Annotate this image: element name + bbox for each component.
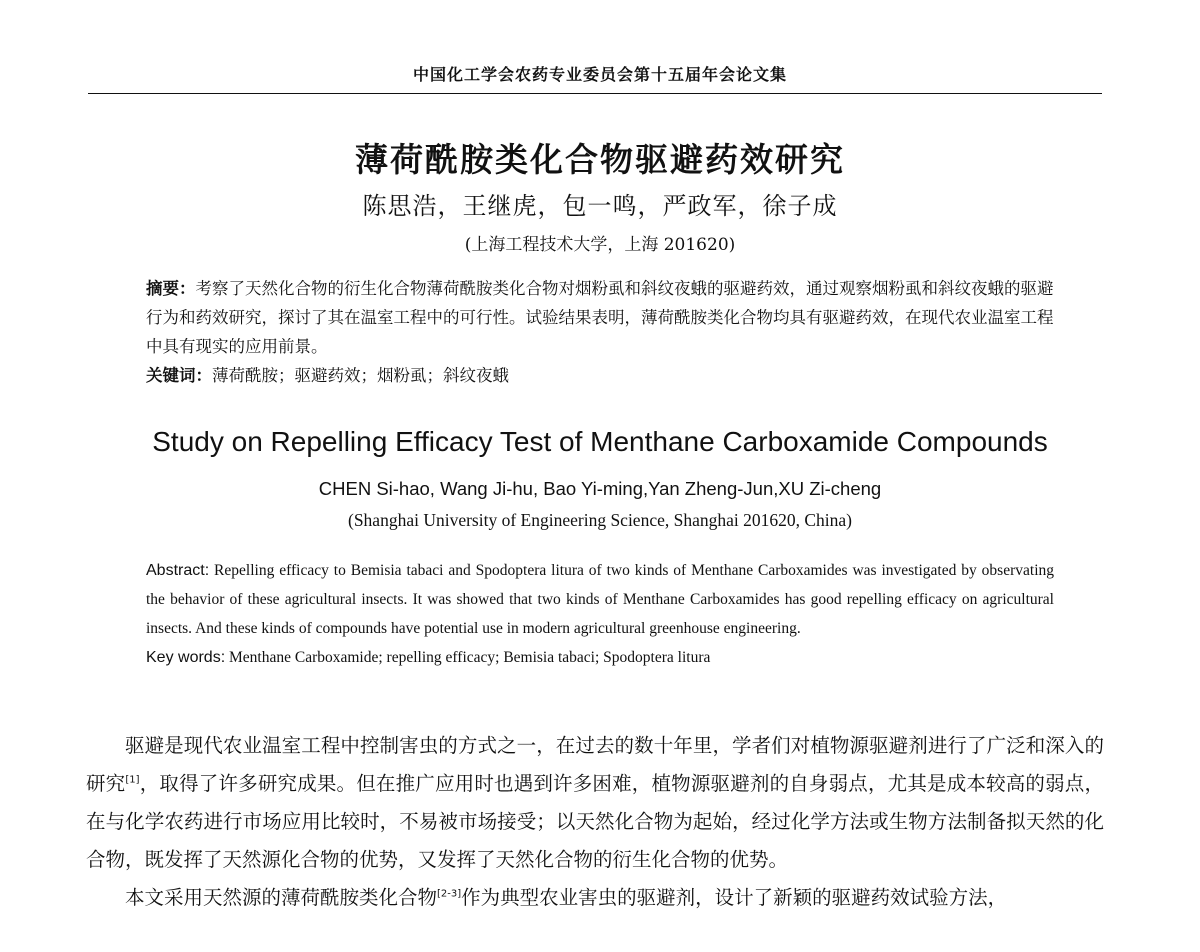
- body-p1-text-a: 驱避是现代农业温室工程中控制害虫的方式之一，在过去的数十年里，学者们对植物源驱避剂进行了广泛和深入的研究: [86, 734, 1104, 795]
- authors-zh: 陈思浩，王继虎，包一鸣，严政军，徐子成: [362, 192, 838, 220]
- abstract-block-en: [146, 556, 1054, 672]
- paper-title-en: Study on Repelling Efficacy Test of Menthane Carboxamide Compounds: [152, 426, 1048, 457]
- keywords-zh-label: 关键词：: [146, 366, 212, 385]
- running-head: 中国化工学会农药专业委员会第十五届年会论文集: [412, 65, 787, 84]
- keywords-en-label: Key words:: [146, 649, 226, 666]
- abstract-en-text: Repelling efficacy to Bemisia tabaci and Spodoptera litura of two kinds of Menthane Carboxamides was investigated by observating the behavior of these agricultural insects. It was showed that two kinds of Menthane Carboxamides has good repelling efficacy on agricultural insects. And these kinds of compounds have potential use in modern agricultural greenhouse engineering.: [146, 562, 1054, 637]
- body-p2-text-a: 本文采用天然源的薄荷酰胺类化合物: [125, 886, 438, 909]
- citation-ref-1: [1]: [125, 774, 140, 786]
- body-paragraph-2: [86, 879, 1104, 917]
- keywords-zh: [146, 361, 1056, 390]
- abstract-zh-label: 摘要：: [146, 279, 196, 298]
- body-text: [86, 727, 1104, 917]
- keywords-zh-text: 薄荷酰胺；驱避药效；烟粉虱；斜纹夜蛾: [212, 366, 509, 385]
- affiliation-en: (Shanghai University of Engineering Science, Shanghai 201620, China): [348, 510, 852, 530]
- abstract-block-zh: [146, 274, 1056, 390]
- body-paragraph-1: [86, 727, 1104, 879]
- paper-title-zh: 薄荷酰胺类化合物驱避药效研究: [355, 140, 845, 179]
- abstract-zh-text: 考察了天然化合物的衍生化合物薄荷酰胺类化合物对烟粉虱和斜纹夜蛾的驱避药效，通过观察烟粉虱和斜纹夜蛾的驱避行为和药效研究，探讨了其在温室工程中的可行性。试验结果表明，薄荷酰胺类化合物均具有驱避药效，在现代农业温室工程中具有现实的应用前景。: [146, 279, 1054, 356]
- body-p1-text-b: ，取得了许多研究成果。但在推广应用时也遇到许多困难，植物源驱避剂的自身弱点，尤其是成本较高的弱点，在与化学农药进行市场应用比较时，不易被市场接受；以天然化合物为起始，经过化学方法或生物方法制备拟天然的化合物，既发挥了天然源化合物的优势，又发挥了天然化合物的衍生化合物的优势。: [86, 772, 1104, 871]
- abstract-en: [146, 556, 1054, 643]
- abstract-zh: [146, 274, 1056, 361]
- abstract-en-label: Abstract:: [146, 562, 210, 579]
- header-rule: [88, 93, 1102, 94]
- body-p2-text-b: 作为典型农业害虫的驱避剂，设计了新颖的驱避药效试验方法，: [461, 886, 1008, 909]
- affiliation-zh: (上海工程技术大学，上海 201620): [464, 235, 736, 255]
- authors-en: CHEN Si-hao, Wang Ji-hu, Bao Yi-ming,Yan Zheng-Jun,XU Zi-cheng: [318, 478, 882, 499]
- citation-ref-2-3: [2-3]: [437, 888, 462, 900]
- keywords-en: [146, 643, 1054, 672]
- keywords-en-text: Menthane Carboxamide; repelling efficacy; Bemisia tabaci; Spodoptera litura: [225, 649, 711, 666]
